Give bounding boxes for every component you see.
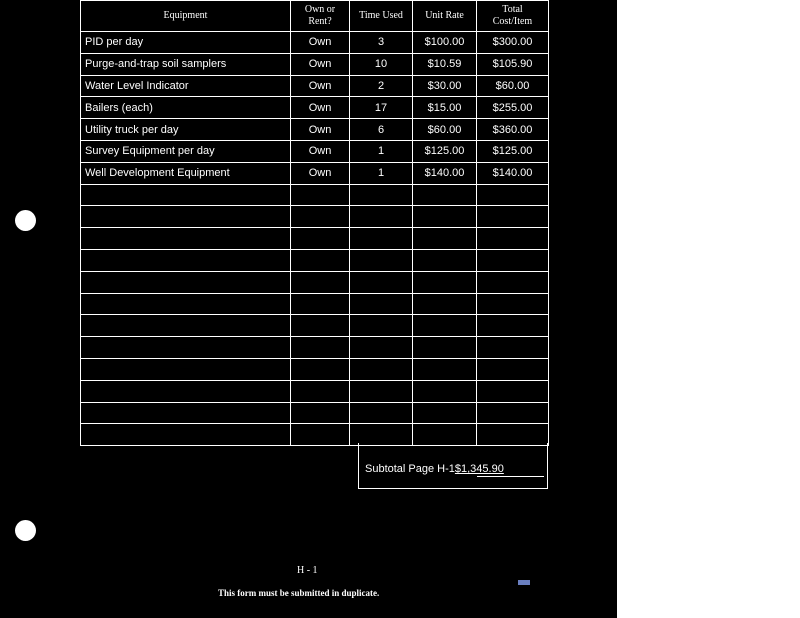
empty-cell xyxy=(350,315,413,337)
cell-time-used: 2 xyxy=(350,75,413,97)
empty-table-row xyxy=(81,315,549,337)
empty-table-row xyxy=(81,249,549,271)
empty-cell xyxy=(291,402,350,424)
empty-cell xyxy=(413,380,477,402)
right-margin xyxy=(617,0,800,618)
empty-cell xyxy=(477,184,549,206)
cell-total-cost: $360.00 xyxy=(477,119,549,141)
cell-total-cost: $140.00 xyxy=(477,162,549,184)
cell-unit-rate: $10.59 xyxy=(413,53,477,75)
table-row xyxy=(81,32,549,54)
cell-total-cost: $125.00 xyxy=(477,140,549,162)
empty-table-row xyxy=(81,337,549,359)
cell-own-or-rent: Own xyxy=(291,32,350,54)
empty-cell xyxy=(291,358,350,380)
empty-cell xyxy=(350,293,413,315)
empty-table-row xyxy=(81,228,549,250)
empty-cell xyxy=(477,402,549,424)
subtotal-box xyxy=(358,443,548,489)
empty-cell xyxy=(291,315,350,337)
cell-unit-rate: $125.00 xyxy=(413,140,477,162)
empty-cell xyxy=(81,358,291,380)
empty-cell xyxy=(413,315,477,337)
cell-unit-rate: $15.00 xyxy=(413,97,477,119)
cell-time-used: 1 xyxy=(350,162,413,184)
cell-equipment: Well Development Equipment xyxy=(81,162,291,184)
cell-equipment: Bailers (each) xyxy=(81,97,291,119)
empty-cell xyxy=(413,271,477,293)
empty-cell xyxy=(413,228,477,250)
empty-cell xyxy=(81,206,291,228)
empty-cell xyxy=(291,293,350,315)
cell-equipment: Survey Equipment per day xyxy=(81,140,291,162)
cell-own-or-rent: Own xyxy=(291,119,350,141)
empty-cell xyxy=(350,206,413,228)
empty-table-row xyxy=(81,402,549,424)
empty-cell xyxy=(81,402,291,424)
equipment-table xyxy=(80,0,549,446)
empty-cell xyxy=(291,184,350,206)
cell-equipment: Purge-and-trap soil samplers xyxy=(81,53,291,75)
header-equipment: Equipment xyxy=(81,1,291,32)
table-row xyxy=(81,140,549,162)
empty-cell xyxy=(291,206,350,228)
cell-own-or-rent: Own xyxy=(291,53,350,75)
empty-table-row xyxy=(81,271,549,293)
empty-cell xyxy=(413,337,477,359)
subtotal-value: $1,345.90 xyxy=(454,463,504,475)
empty-cell xyxy=(81,337,291,359)
page-number: H - 1 xyxy=(297,565,318,576)
cell-own-or-rent: Own xyxy=(291,75,350,97)
empty-cell xyxy=(477,337,549,359)
empty-cell xyxy=(350,228,413,250)
empty-cell xyxy=(477,271,549,293)
cell-equipment: Water Level Indicator xyxy=(81,75,291,97)
empty-cell xyxy=(81,184,291,206)
subtotal-text xyxy=(365,463,504,475)
empty-cell xyxy=(291,249,350,271)
empty-cell xyxy=(477,380,549,402)
empty-cell xyxy=(477,293,549,315)
empty-cell xyxy=(413,184,477,206)
cell-total-cost: $105.90 xyxy=(477,53,549,75)
cell-time-used: 3 xyxy=(350,32,413,54)
binder-hole-icon xyxy=(15,210,36,231)
cell-unit-rate: $140.00 xyxy=(413,162,477,184)
table-row xyxy=(81,97,549,119)
empty-cell xyxy=(350,249,413,271)
empty-cell xyxy=(477,249,549,271)
empty-cell xyxy=(477,315,549,337)
cell-total-cost: $300.00 xyxy=(477,32,549,54)
cell-time-used: 1 xyxy=(350,140,413,162)
table-row xyxy=(81,53,549,75)
empty-cell xyxy=(81,271,291,293)
cell-unit-rate: $100.00 xyxy=(413,32,477,54)
empty-cell xyxy=(350,380,413,402)
empty-table-row xyxy=(81,358,549,380)
empty-cell xyxy=(477,358,549,380)
cell-own-or-rent: Own xyxy=(291,140,350,162)
cell-total-cost: $255.00 xyxy=(477,97,549,119)
empty-cell xyxy=(413,358,477,380)
cell-time-used: 10 xyxy=(350,53,413,75)
cell-unit-rate: $60.00 xyxy=(413,119,477,141)
table-header-row xyxy=(81,1,549,32)
footnote: This form must be submitted in duplicate. xyxy=(218,588,380,598)
empty-cell xyxy=(291,228,350,250)
empty-cell xyxy=(291,424,350,446)
empty-table-row xyxy=(81,293,549,315)
empty-cell xyxy=(477,228,549,250)
empty-table-row xyxy=(81,184,549,206)
empty-cell xyxy=(81,315,291,337)
header-time-used: Time Used xyxy=(350,1,413,32)
subtotal-underline xyxy=(477,476,544,477)
stamp-mark-icon xyxy=(518,580,530,585)
empty-cell xyxy=(413,249,477,271)
cell-unit-rate: $30.00 xyxy=(413,75,477,97)
empty-cell xyxy=(291,337,350,359)
empty-cell xyxy=(291,271,350,293)
cell-total-cost: $60.00 xyxy=(477,75,549,97)
cell-own-or-rent: Own xyxy=(291,162,350,184)
header-total-cost: Total Cost/Item xyxy=(477,1,549,32)
table-row xyxy=(81,162,549,184)
subtotal-label: Subtotal Page H-1 xyxy=(365,463,455,475)
cell-time-used: 6 xyxy=(350,119,413,141)
empty-table-row xyxy=(81,380,549,402)
header-own-or-rent: Own or Rent? xyxy=(291,1,350,32)
empty-cell xyxy=(350,271,413,293)
table-row xyxy=(81,75,549,97)
cell-equipment: PID per day xyxy=(81,32,291,54)
empty-cell xyxy=(413,402,477,424)
empty-cell xyxy=(81,293,291,315)
empty-cell xyxy=(477,206,549,228)
cell-time-used: 17 xyxy=(350,97,413,119)
cell-own-or-rent: Own xyxy=(291,97,350,119)
empty-cell xyxy=(413,293,477,315)
empty-cell xyxy=(81,380,291,402)
binder-hole-icon xyxy=(15,520,36,541)
empty-cell xyxy=(350,184,413,206)
empty-cell xyxy=(81,249,291,271)
table-row xyxy=(81,119,549,141)
empty-cell xyxy=(350,402,413,424)
empty-cell xyxy=(350,358,413,380)
header-unit-rate: Unit Rate xyxy=(413,1,477,32)
empty-cell xyxy=(413,206,477,228)
empty-cell xyxy=(81,228,291,250)
empty-table-row xyxy=(81,206,549,228)
empty-cell xyxy=(350,337,413,359)
cell-equipment: Utility truck per day xyxy=(81,119,291,141)
empty-cell xyxy=(81,424,291,446)
empty-cell xyxy=(291,380,350,402)
